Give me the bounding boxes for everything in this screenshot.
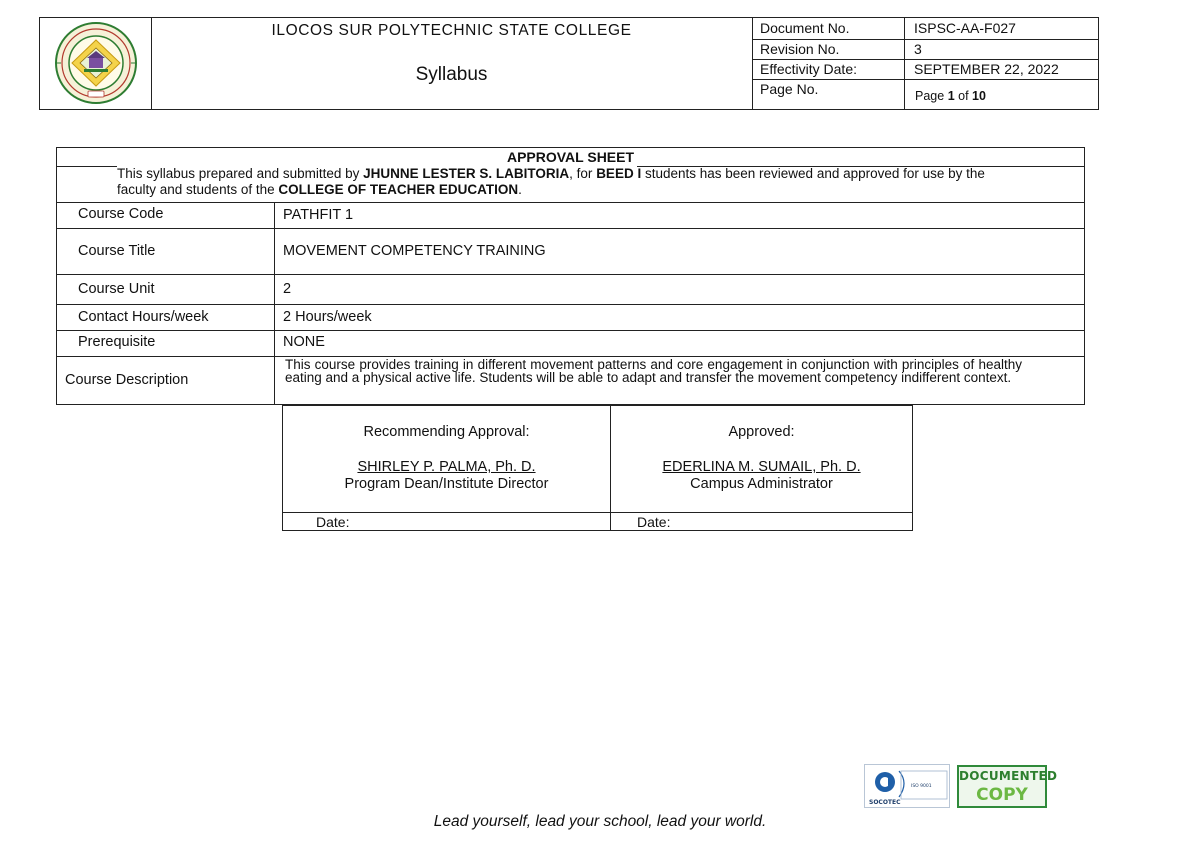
meta-value: 3: [914, 41, 922, 57]
approved-date-label: Date:: [637, 514, 671, 530]
page-prefix: Page: [915, 89, 945, 103]
signature-box: [282, 405, 913, 531]
course-unit-label: Course Unit: [78, 281, 155, 297]
contact-hours-label: Contact Hours/week: [78, 309, 209, 325]
college-name: ILOCOS SUR POLYTECHNIC STATE COLLEGE: [271, 22, 632, 39]
prerequisite-value: NONE: [283, 334, 325, 350]
course-unit-value: 2: [283, 281, 292, 297]
submitter-name: JHUNNE LESTER S. LABITORIA: [363, 166, 570, 181]
copy-text: COPY: [976, 785, 1028, 805]
approving-signatory-name: EDERLINA M. SUMAIL, Ph. D.: [662, 459, 861, 475]
recommending-signatory-title: Program Dean/Institute Director: [344, 476, 549, 492]
divider: [283, 512, 912, 513]
college-motto: Lead yourself, lead your school, lead your world.: [433, 813, 767, 830]
statement-text: , for: [569, 166, 597, 181]
divider: [57, 202, 1084, 203]
page-total: 10: [972, 89, 986, 103]
meta-label: Document No.: [752, 18, 905, 39]
recommending-date-label: Date:: [316, 514, 350, 530]
document-meta-table: [752, 18, 1098, 109]
page-current: 1: [947, 89, 955, 103]
divider: [57, 274, 1084, 275]
college-department: COLLEGE OF TEACHER EDUCATION: [278, 182, 519, 197]
course-description-label: Course Description: [65, 372, 189, 388]
meta-label: Effectivity Date:: [752, 59, 905, 79]
documented-copy-stamp: [957, 765, 1058, 808]
course-title-value: MOVEMENT COMPETENCY TRAINING: [283, 243, 546, 259]
statement-text: .: [518, 182, 522, 197]
meta-row-revision-no: [752, 39, 1098, 60]
meta-row-document-no: [752, 18, 1098, 40]
approval-sheet-table: [56, 147, 1085, 405]
statement-text: This syllabus prepared and submitted by: [117, 166, 364, 181]
approved-label: Approved:: [728, 424, 795, 440]
course-title-label: Course Title: [78, 243, 156, 259]
recommending-approval-block: [283, 424, 610, 493]
program-name: BEED I: [596, 166, 642, 181]
meta-label: Revision No.: [752, 39, 905, 59]
divider: [57, 228, 1084, 229]
approval-statement: [117, 166, 1023, 198]
approval-sheet-title: APPROVAL SHEET: [506, 149, 635, 165]
meta-value: ISPSC-AA-F027: [914, 20, 1016, 36]
course-code-label: Course Code: [78, 206, 164, 222]
college-seal-cell: [40, 18, 152, 109]
document-type: Syllabus: [415, 64, 488, 85]
documented-text: DOCUMENTED: [959, 769, 1058, 783]
column-divider: [274, 202, 275, 404]
meta-row-page-no: [752, 79, 1098, 109]
recommending-signatory-name: SHIRLEY P. PALMA, Ph. D.: [357, 459, 536, 475]
divider: [57, 304, 1084, 305]
course-description-value: This course provides training in different movement patterns and core engagement in conjunction with principles of healthy eating and a physical active life. Students will be able to adapt and transfer the movement competency indifferent context.: [285, 357, 1022, 385]
meta-row-effectivity-date: [752, 59, 1098, 80]
approved-block: [611, 424, 912, 493]
socotec-label: SOCOTEC: [869, 799, 901, 806]
prerequisite-label: Prerequisite: [78, 334, 156, 350]
divider: [57, 330, 1084, 331]
meta-value: SEPTEMBER 22, 2022: [914, 61, 1059, 77]
college-seal-logo: [40, 18, 151, 109]
document-header: [39, 17, 1099, 110]
meta-label: Page No.: [752, 79, 905, 109]
socotec-logo-icon: [865, 765, 949, 807]
page-number: [905, 79, 1098, 109]
course-code-value: PATHFIT 1: [283, 207, 354, 223]
page-of: of: [958, 89, 969, 103]
iso-label: ISO 9001: [911, 784, 932, 789]
approving-signatory-title: Campus Administrator: [690, 476, 833, 492]
title-cell: [151, 18, 753, 109]
socotec-certification-badge: [864, 764, 950, 808]
contact-hours-value: 2 Hours/week: [283, 309, 372, 325]
divider: [57, 166, 117, 167]
statement-text: students has been reviewed and approved for use by the faculty and students of the: [117, 166, 985, 197]
recommending-approval-label: Recommending Approval:: [363, 424, 530, 440]
